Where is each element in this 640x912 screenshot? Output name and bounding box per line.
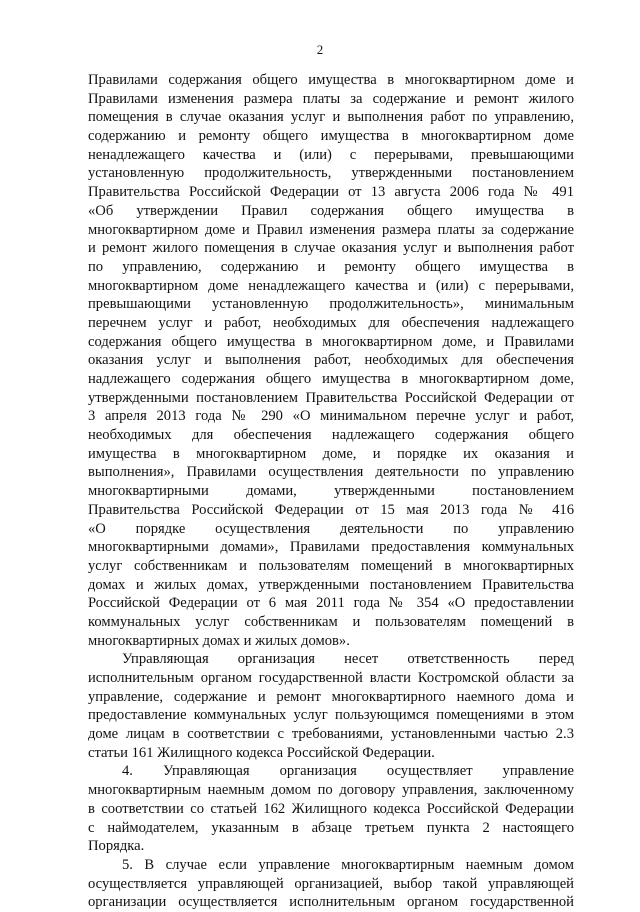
text-line: осуществляется управляющей организацией, выбор такой управляющей: [88, 875, 574, 892]
text-line: многоквартирном доме ненадлежащего качества и (или) с перерывами,: [88, 277, 574, 294]
text-line: организации осуществляется исполнительным органом государственной: [88, 894, 574, 911]
text-line: 4. Управляющая организация осуществляет управление: [122, 763, 574, 780]
paragraph-p3: [88, 762, 574, 855]
text-line: исполнительным органом государственной власти Костромской области за: [88, 670, 574, 686]
paragraph-p2: [88, 650, 574, 762]
text-line: услуг собственникам и пользователям помещений в многоквартирных: [88, 557, 574, 574]
text-line: ненадлежащего качества и (или) с перерывами, превышающими: [88, 146, 574, 163]
text-line: утвержденными постановлением Правительства Российской Федерации от: [88, 389, 574, 406]
page-number: 2: [316, 42, 324, 57]
text-line: содержания общего имущества в многоквартирном доме, и Правилами: [88, 333, 574, 350]
text-line: предоставление коммунальных услуг пользующимся помещениями в этом: [88, 707, 574, 724]
text-line: статьи 161 Жилищного кодекса Российской Федерации.: [88, 744, 435, 761]
text-line: необходимых для обеспечения надлежащего содержания общего: [88, 427, 574, 444]
text-line: превышающими установленную продолжительность», минимальным: [88, 296, 574, 313]
text-line: выполнения», Правилами осуществления деятельности по управлению: [88, 464, 574, 481]
text-line: «Об утверждении Правил содержания общего имущества в: [88, 202, 574, 219]
text-line: Российской Федерации от 6 мая 2011 года № 354 «О предоставлении: [88, 595, 574, 612]
text-line: Правительства Российской Федерации от 13 августа 2006 года № 491: [88, 184, 574, 201]
text-line: Управляющая организация несет ответственность перед: [122, 651, 574, 668]
text-line: управление, содержание и ремонт многоквартирного наемного дома и: [88, 688, 574, 705]
text-line: с наймодателем, указанным в абзаце третьем пункта 2 настоящего: [88, 819, 574, 836]
text-line: по управлению, содержанию и ремонту общего имущества в: [88, 258, 574, 275]
text-line: 3 апреля 2013 года № 290 «О минимальном перечне услуг и работ,: [88, 408, 574, 425]
text-line: многоквартирными домами, утвержденными постановлением: [88, 483, 574, 500]
text-line: установленную продолжительность, утвержденными постановлением: [88, 165, 574, 182]
text-line: Правительства Российской Федерации от 15 мая 2013 года № 416: [88, 501, 574, 518]
text-line: доме лицам в соответствии с требованиями, установленными частью 2.3: [88, 726, 574, 743]
text-line: многоквартирными домами», Правилами предоставления коммунальных: [88, 539, 574, 556]
text-line: «О порядке осуществления деятельности по управлению: [88, 520, 574, 537]
text-line: Порядка.: [88, 838, 145, 855]
paragraph-p4: [88, 856, 574, 912]
paragraph-p1: [88, 71, 574, 650]
text-line: коммунальных услуг собственникам и пользователям помещений в: [88, 613, 574, 630]
text-line: многоквартирным наемным домом по договору управления, заключенному: [88, 782, 574, 799]
text-line: надлежащего содержания общего имущества в многоквартирном доме,: [88, 371, 574, 387]
text-line: Правилами изменения размера платы за содержание и ремонт жилого: [88, 90, 574, 107]
text-line: в соответствии со статьей 162 Жилищного кодекса Российской Федерации: [88, 800, 574, 817]
text-line: помещения в случае оказания услуг и выполнения работ по управлению,: [88, 109, 574, 126]
text-line: имущества в многоквартирном доме, и порядке их оказания и: [88, 445, 574, 462]
text-line: многоквартирном доме и Правил изменения размера платы за содержание: [88, 221, 574, 238]
text-line: домах и жилых домах, утвержденными постановлением Правительства: [88, 576, 574, 593]
text-line: Правилами содержания общего имущества в многоквартирном доме и: [88, 72, 574, 88]
text-line: содержанию и ремонту общего имущества в многоквартирном доме: [88, 128, 574, 145]
document-body: [88, 71, 574, 912]
text-line: многоквартирных домах и жилых домов».: [88, 632, 350, 649]
text-line: и ремонт жилого помещения в случае оказания услуг и выполнения работ: [88, 240, 574, 257]
text-line: 5. В случае если управление многоквартирным наемным домом: [122, 856, 574, 873]
text-line: перечнем услуг и работ, необходимых для обеспечения надлежащего: [88, 314, 574, 331]
text-line: оказания услуг и выполнения работ, необходимых для обеспечения: [88, 352, 574, 369]
